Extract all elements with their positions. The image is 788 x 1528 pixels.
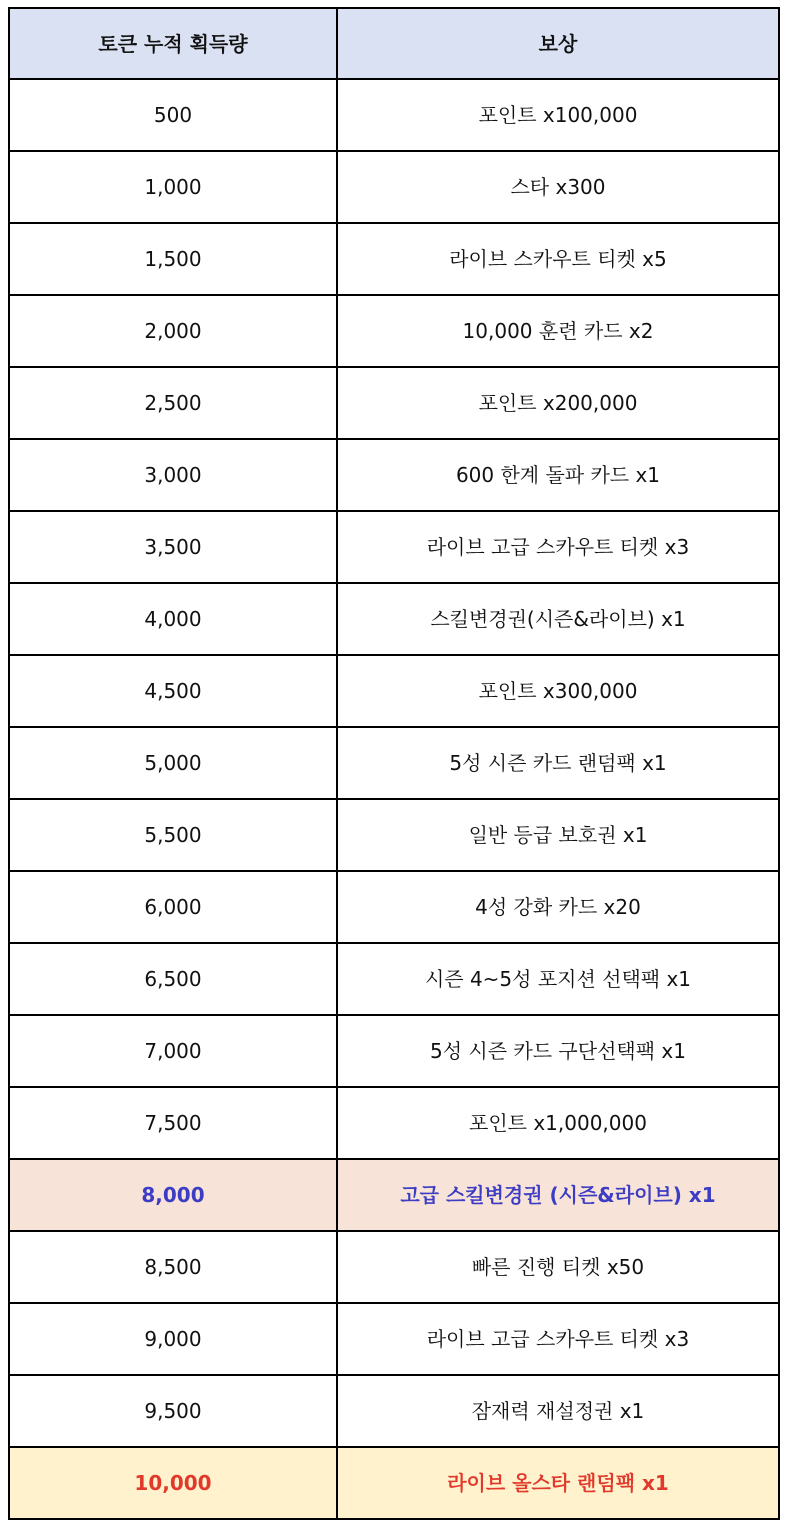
header-row [9, 8, 779, 79]
reward-cell: 5성 시즌 카드 구단선택팩 x1 [337, 1015, 779, 1087]
token-amount-cell: 5,500 [9, 799, 337, 871]
reward-cell: 600 한계 돌파 카드 x1 [337, 439, 779, 511]
token-amount-cell: 3,000 [9, 439, 337, 511]
reward-cell: 고급 스킬변경권 (시즌&라이브) x1 [337, 1159, 779, 1231]
header-reward: 보상 [337, 8, 779, 79]
reward-table [8, 7, 780, 1520]
reward-cell: 라이브 올스타 랜덤팩 x1 [337, 1447, 779, 1519]
reward-cell: 빠른 진행 티켓 x50 [337, 1231, 779, 1303]
table-row-highlighted [9, 1159, 779, 1231]
reward-cell: 일반 등급 보호권 x1 [337, 799, 779, 871]
table-row-highlighted [9, 1447, 779, 1519]
reward-table-body [9, 79, 779, 1519]
table-row [9, 79, 779, 151]
reward-cell: 포인트 x1,000,000 [337, 1087, 779, 1159]
token-amount-cell: 1,000 [9, 151, 337, 223]
table-row [9, 871, 779, 943]
reward-cell: 포인트 x200,000 [337, 367, 779, 439]
token-amount-cell: 9,500 [9, 1375, 337, 1447]
header-token-amount: 토큰 누적 획득량 [9, 8, 337, 79]
table-row [9, 1375, 779, 1447]
reward-cell: 시즌 4~5성 포지션 선택팩 x1 [337, 943, 779, 1015]
reward-cell: 잠재력 재설정권 x1 [337, 1375, 779, 1447]
table-row [9, 1015, 779, 1087]
token-amount-cell: 6,000 [9, 871, 337, 943]
token-amount-cell: 4,500 [9, 655, 337, 727]
token-amount-cell: 3,500 [9, 511, 337, 583]
reward-cell: 스킬변경권(시즌&라이브) x1 [337, 583, 779, 655]
reward-table-head [9, 8, 779, 79]
token-amount-cell: 1,500 [9, 223, 337, 295]
token-amount-cell: 2,500 [9, 367, 337, 439]
token-amount-cell: 9,000 [9, 1303, 337, 1375]
reward-cell: 10,000 훈련 카드 x2 [337, 295, 779, 367]
reward-table-container [8, 7, 778, 1520]
token-amount-cell: 4,000 [9, 583, 337, 655]
token-amount-cell: 2,000 [9, 295, 337, 367]
token-amount-cell: 7,500 [9, 1087, 337, 1159]
reward-cell: 포인트 x100,000 [337, 79, 779, 151]
table-row [9, 151, 779, 223]
token-amount-cell: 500 [9, 79, 337, 151]
token-amount-cell: 5,000 [9, 727, 337, 799]
table-row [9, 1303, 779, 1375]
reward-cell: 4성 강화 카드 x20 [337, 871, 779, 943]
token-amount-cell: 7,000 [9, 1015, 337, 1087]
reward-cell: 스타 x300 [337, 151, 779, 223]
token-amount-cell: 10,000 [9, 1447, 337, 1519]
table-row [9, 1087, 779, 1159]
table-row [9, 439, 779, 511]
token-amount-cell: 6,500 [9, 943, 337, 1015]
table-row [9, 943, 779, 1015]
table-row [9, 367, 779, 439]
reward-cell: 라이브 스카우트 티켓 x5 [337, 223, 779, 295]
table-row [9, 655, 779, 727]
table-row [9, 583, 779, 655]
table-row [9, 799, 779, 871]
table-row [9, 1231, 779, 1303]
table-row [9, 223, 779, 295]
reward-cell: 라이브 고급 스카우트 티켓 x3 [337, 511, 779, 583]
token-amount-cell: 8,500 [9, 1231, 337, 1303]
table-row [9, 295, 779, 367]
reward-cell: 5성 시즌 카드 랜덤팩 x1 [337, 727, 779, 799]
table-row [9, 511, 779, 583]
token-amount-cell: 8,000 [9, 1159, 337, 1231]
table-row [9, 727, 779, 799]
reward-cell: 포인트 x300,000 [337, 655, 779, 727]
reward-cell: 라이브 고급 스카우트 티켓 x3 [337, 1303, 779, 1375]
